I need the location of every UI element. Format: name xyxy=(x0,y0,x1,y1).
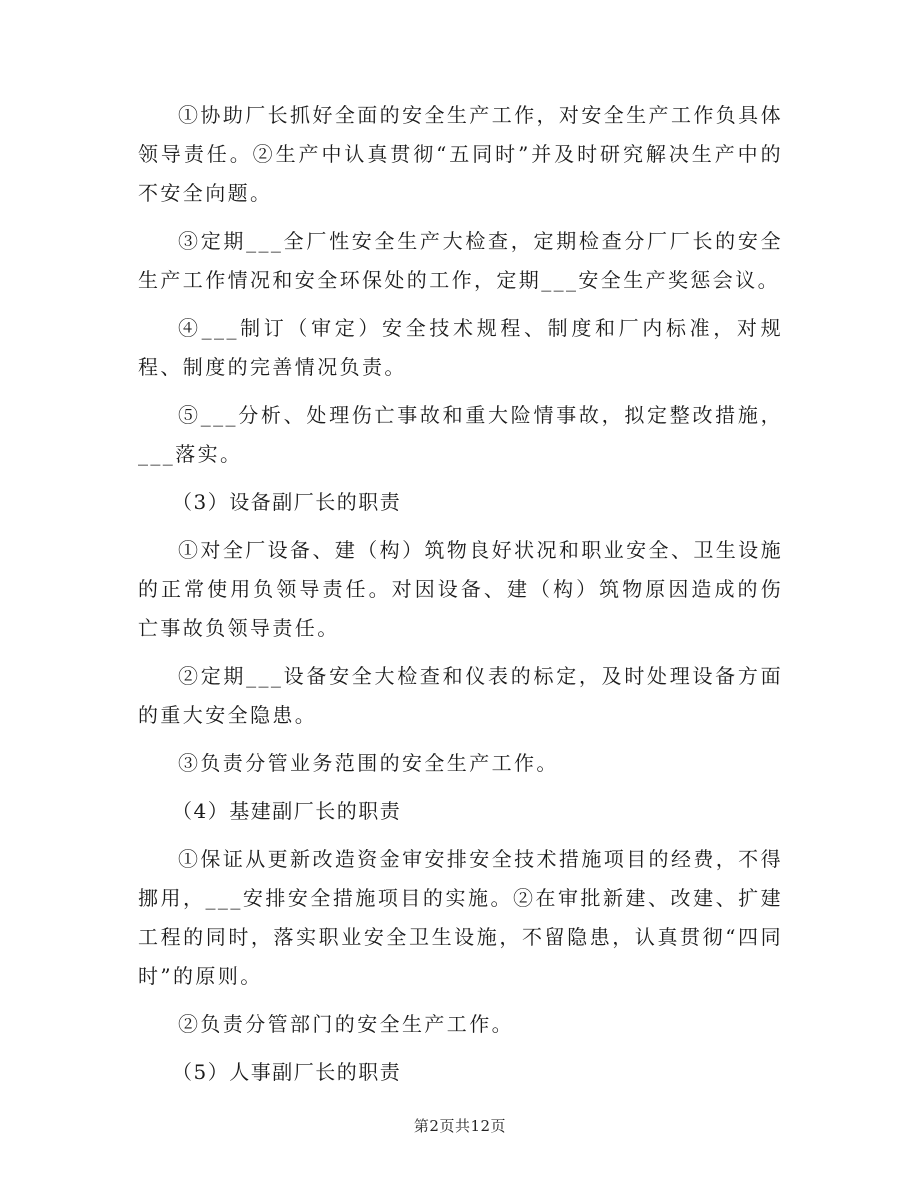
paragraph-5: ①对全厂设备、建（构）筑物良好状况和职业安全、卫生设施的正常使用负领导责任。对因设备、建（构）筑物原因造成的伤亡事故负领导责任。 xyxy=(138,538,783,640)
paragraph-2: ③定期___全厂性安全生产大检查，定期检查分厂厂长的安全生产工作情况和安全环保处的工作，定期___安全生产奖惩会议。 xyxy=(138,229,783,292)
paragraph-3: ④___制订（审定）安全技术规程、制度和厂内标准，对规程、制度的完善情况负责。 xyxy=(138,316,783,379)
paragraph-7: ③负责分管业务范围的安全生产工作。 xyxy=(178,751,559,775)
section-heading-personnel: （5）人事副厂长的职责 xyxy=(172,1060,402,1084)
section-heading-construction: （4）基建副厂长的职责 xyxy=(172,799,402,823)
paragraph-9: ②负责分管部门的安全生产工作。 xyxy=(178,1012,514,1036)
paragraph-1: ①协助厂长抓好全面的安全生产工作，对安全生产工作负具体领导责任。②生产中认真贯彻“五同时”并及时研究解决生产中的不安全向题。 xyxy=(138,103,783,205)
document-body xyxy=(138,96,783,1101)
section-heading-equipment: （3）设备副厂长的职责 xyxy=(172,490,402,514)
page-number-footer: 第2页共12页 xyxy=(413,1117,507,1135)
paragraph-4: ⑤___分析、处理伤亡事故和重大险情事故，拟定整改措施，___落实。 xyxy=(138,403,783,466)
paragraph-6: ②定期___设备安全大检查和仪表的标定，及时处理设备方面的重大安全隐患。 xyxy=(138,664,783,727)
paragraph-8: ①保证从更新改造资金审安排安全技术措施项目的经费，不得挪用，___安排安全措施项目的实施。②在审批新建、改建、扩建工程的同时，落实职业安全卫生设施，不留隐患，认真贯彻“四同时”的原则。 xyxy=(138,847,783,988)
